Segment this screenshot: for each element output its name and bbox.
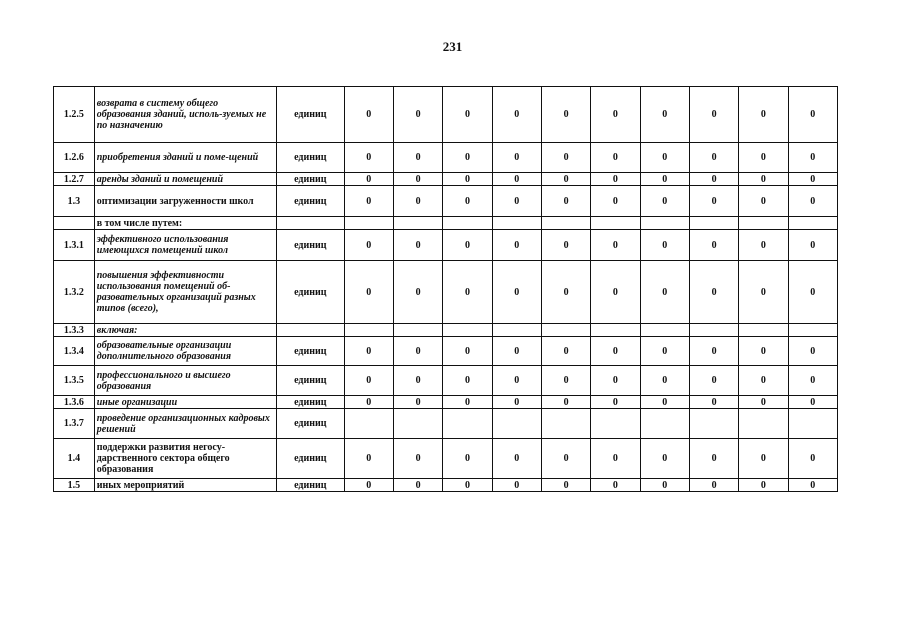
value-cell: 0 bbox=[640, 366, 689, 396]
value-cell: 0 bbox=[591, 439, 640, 479]
table-row bbox=[54, 439, 838, 479]
value-cell: 0 bbox=[492, 261, 541, 324]
value-cell: 0 bbox=[344, 366, 393, 396]
value-cell: 0 bbox=[788, 366, 837, 396]
value-cell: 0 bbox=[788, 261, 837, 324]
value-cell: 0 bbox=[788, 173, 837, 186]
value-cell: 0 bbox=[541, 261, 590, 324]
value-cell: 0 bbox=[739, 261, 788, 324]
value-cell bbox=[443, 217, 492, 230]
value-cell: 0 bbox=[788, 230, 837, 261]
row-number: 1.2.6 bbox=[54, 143, 95, 173]
value-cell bbox=[739, 409, 788, 439]
value-cell: 0 bbox=[443, 439, 492, 479]
row-description: включая: bbox=[94, 324, 276, 337]
value-cell: 0 bbox=[591, 186, 640, 217]
page-number: 231 bbox=[442, 39, 463, 54]
value-cell bbox=[393, 409, 442, 439]
value-cell bbox=[443, 409, 492, 439]
row-description: в том числе путем: bbox=[94, 217, 276, 230]
value-cell: 0 bbox=[689, 337, 738, 366]
value-cell bbox=[541, 217, 590, 230]
value-cell: 0 bbox=[443, 143, 492, 173]
value-cell: 0 bbox=[393, 230, 442, 261]
row-number: 1.5 bbox=[54, 479, 95, 492]
value-cell: 0 bbox=[344, 230, 393, 261]
row-unit: единиц bbox=[277, 261, 345, 324]
value-cell: 0 bbox=[591, 230, 640, 261]
value-cell: 0 bbox=[443, 173, 492, 186]
row-description: эффективного использования имеющихся помещений школ bbox=[94, 230, 276, 261]
value-cell: 0 bbox=[344, 186, 393, 217]
value-cell bbox=[739, 324, 788, 337]
value-cell: 0 bbox=[739, 173, 788, 186]
value-cell: 0 bbox=[541, 186, 590, 217]
row-number: 1.3.5 bbox=[54, 366, 95, 396]
table-row bbox=[54, 324, 838, 337]
value-cell: 0 bbox=[492, 186, 541, 217]
row-unit: единиц bbox=[277, 396, 345, 409]
value-cell bbox=[492, 324, 541, 337]
value-cell: 0 bbox=[541, 173, 590, 186]
value-cell: 0 bbox=[393, 87, 442, 143]
value-cell: 0 bbox=[591, 337, 640, 366]
value-cell: 0 bbox=[492, 173, 541, 186]
row-number: 1.2.7 bbox=[54, 173, 95, 186]
value-cell: 0 bbox=[591, 261, 640, 324]
value-cell: 0 bbox=[689, 439, 738, 479]
value-cell: 0 bbox=[492, 479, 541, 492]
row-unit bbox=[277, 217, 345, 230]
value-cell bbox=[591, 409, 640, 439]
value-cell: 0 bbox=[443, 337, 492, 366]
value-cell bbox=[344, 409, 393, 439]
value-cell: 0 bbox=[443, 230, 492, 261]
row-number: 1.3.1 bbox=[54, 230, 95, 261]
row-number: 1.3.6 bbox=[54, 396, 95, 409]
value-cell: 0 bbox=[492, 337, 541, 366]
row-unit: единиц bbox=[277, 409, 345, 439]
table-row bbox=[54, 396, 838, 409]
value-cell: 0 bbox=[393, 479, 442, 492]
value-cell bbox=[541, 409, 590, 439]
table-row bbox=[54, 366, 838, 396]
value-cell: 0 bbox=[492, 396, 541, 409]
row-unit: единиц bbox=[277, 87, 345, 143]
row-number: 1.3 bbox=[54, 186, 95, 217]
value-cell: 0 bbox=[443, 366, 492, 396]
value-cell: 0 bbox=[788, 143, 837, 173]
value-cell: 0 bbox=[591, 173, 640, 186]
row-description: иные организации bbox=[94, 396, 276, 409]
row-unit: единиц bbox=[277, 186, 345, 217]
value-cell: 0 bbox=[344, 261, 393, 324]
value-cell bbox=[739, 217, 788, 230]
value-cell: 0 bbox=[689, 396, 738, 409]
value-cell: 0 bbox=[739, 143, 788, 173]
value-cell: 0 bbox=[689, 143, 738, 173]
value-cell: 0 bbox=[788, 396, 837, 409]
row-unit: единиц bbox=[277, 366, 345, 396]
value-cell: 0 bbox=[739, 479, 788, 492]
data-table bbox=[53, 86, 838, 492]
table-row bbox=[54, 261, 838, 324]
value-cell bbox=[689, 324, 738, 337]
value-cell: 0 bbox=[393, 439, 442, 479]
value-cell: 0 bbox=[393, 337, 442, 366]
table-row bbox=[54, 186, 838, 217]
value-cell: 0 bbox=[739, 87, 788, 143]
value-cell bbox=[788, 324, 837, 337]
value-cell: 0 bbox=[739, 186, 788, 217]
value-cell: 0 bbox=[344, 87, 393, 143]
value-cell: 0 bbox=[640, 337, 689, 366]
value-cell bbox=[591, 217, 640, 230]
value-cell: 0 bbox=[640, 396, 689, 409]
value-cell: 0 bbox=[640, 261, 689, 324]
value-cell: 0 bbox=[640, 173, 689, 186]
value-cell: 0 bbox=[541, 143, 590, 173]
value-cell bbox=[788, 409, 837, 439]
value-cell: 0 bbox=[541, 87, 590, 143]
value-cell bbox=[344, 217, 393, 230]
value-cell: 0 bbox=[640, 143, 689, 173]
value-cell: 0 bbox=[393, 396, 442, 409]
row-unit: единиц bbox=[277, 230, 345, 261]
value-cell: 0 bbox=[443, 396, 492, 409]
value-cell: 0 bbox=[443, 261, 492, 324]
table-row bbox=[54, 337, 838, 366]
value-cell: 0 bbox=[492, 143, 541, 173]
row-unit: единиц bbox=[277, 173, 345, 186]
value-cell bbox=[443, 324, 492, 337]
value-cell: 0 bbox=[689, 261, 738, 324]
value-cell: 0 bbox=[640, 87, 689, 143]
value-cell: 0 bbox=[541, 230, 590, 261]
row-unit: единиц bbox=[277, 479, 345, 492]
value-cell: 0 bbox=[344, 439, 393, 479]
value-cell: 0 bbox=[788, 479, 837, 492]
value-cell: 0 bbox=[541, 337, 590, 366]
value-cell: 0 bbox=[640, 186, 689, 217]
row-description: профессионального и высшего образования bbox=[94, 366, 276, 396]
value-cell bbox=[640, 409, 689, 439]
row-number: 1.4 bbox=[54, 439, 95, 479]
value-cell: 0 bbox=[689, 186, 738, 217]
value-cell bbox=[393, 324, 442, 337]
row-number: 1.3.7 bbox=[54, 409, 95, 439]
row-description: проведение организационных кадровых решений bbox=[94, 409, 276, 439]
value-cell: 0 bbox=[393, 173, 442, 186]
value-cell: 0 bbox=[541, 439, 590, 479]
value-cell: 0 bbox=[344, 173, 393, 186]
value-cell: 0 bbox=[541, 366, 590, 396]
value-cell: 0 bbox=[788, 439, 837, 479]
value-cell: 0 bbox=[739, 230, 788, 261]
value-cell: 0 bbox=[541, 396, 590, 409]
value-cell: 0 bbox=[739, 366, 788, 396]
value-cell: 0 bbox=[591, 87, 640, 143]
value-cell: 0 bbox=[393, 366, 442, 396]
value-cell: 0 bbox=[344, 143, 393, 173]
value-cell bbox=[393, 217, 442, 230]
value-cell: 0 bbox=[591, 143, 640, 173]
value-cell bbox=[640, 217, 689, 230]
value-cell: 0 bbox=[393, 143, 442, 173]
value-cell: 0 bbox=[344, 479, 393, 492]
value-cell: 0 bbox=[492, 366, 541, 396]
table-row bbox=[54, 173, 838, 186]
value-cell: 0 bbox=[689, 230, 738, 261]
value-cell: 0 bbox=[492, 87, 541, 143]
value-cell: 0 bbox=[640, 230, 689, 261]
row-number: 1.3.4 bbox=[54, 337, 95, 366]
table-row bbox=[54, 217, 838, 230]
value-cell: 0 bbox=[689, 87, 738, 143]
value-cell bbox=[689, 217, 738, 230]
value-cell bbox=[591, 324, 640, 337]
value-cell: 0 bbox=[739, 396, 788, 409]
row-description: поддержки развития негосу-дарственного сектора общего образования bbox=[94, 439, 276, 479]
table-row bbox=[54, 479, 838, 492]
row-description: образовательные организации дополнительного образования bbox=[94, 337, 276, 366]
value-cell: 0 bbox=[689, 479, 738, 492]
row-number bbox=[54, 217, 95, 230]
value-cell: 0 bbox=[591, 396, 640, 409]
table-row bbox=[54, 87, 838, 143]
value-cell bbox=[788, 217, 837, 230]
table-row bbox=[54, 230, 838, 261]
value-cell: 0 bbox=[492, 439, 541, 479]
row-unit bbox=[277, 324, 345, 337]
value-cell: 0 bbox=[788, 186, 837, 217]
value-cell: 0 bbox=[788, 87, 837, 143]
value-cell: 0 bbox=[689, 366, 738, 396]
value-cell: 0 bbox=[689, 173, 738, 186]
value-cell: 0 bbox=[393, 261, 442, 324]
value-cell bbox=[640, 324, 689, 337]
value-cell bbox=[492, 217, 541, 230]
value-cell: 0 bbox=[393, 186, 442, 217]
value-cell: 0 bbox=[788, 337, 837, 366]
row-number: 1.2.5 bbox=[54, 87, 95, 143]
table-body bbox=[54, 87, 838, 492]
value-cell bbox=[492, 409, 541, 439]
value-cell bbox=[344, 324, 393, 337]
value-cell: 0 bbox=[492, 230, 541, 261]
value-cell: 0 bbox=[591, 366, 640, 396]
value-cell: 0 bbox=[443, 186, 492, 217]
value-cell: 0 bbox=[344, 337, 393, 366]
value-cell: 0 bbox=[640, 439, 689, 479]
value-cell: 0 bbox=[739, 439, 788, 479]
row-unit: единиц bbox=[277, 439, 345, 479]
value-cell bbox=[541, 324, 590, 337]
value-cell: 0 bbox=[443, 87, 492, 143]
row-description: оптимизации загруженности школ bbox=[94, 186, 276, 217]
row-unit: единиц bbox=[277, 337, 345, 366]
row-description: повышения эффективности использования помещений об-разовательных организаций разных типов (всего), bbox=[94, 261, 276, 324]
value-cell: 0 bbox=[344, 396, 393, 409]
table-row bbox=[54, 143, 838, 173]
table-row bbox=[54, 409, 838, 439]
value-cell: 0 bbox=[443, 479, 492, 492]
row-description: возврата в систему общего образования зданий, исполь-зуемых не по назначению bbox=[94, 87, 276, 143]
row-description: иных мероприятий bbox=[94, 479, 276, 492]
row-number: 1.3.3 bbox=[54, 324, 95, 337]
row-number: 1.3.2 bbox=[54, 261, 95, 324]
value-cell: 0 bbox=[739, 337, 788, 366]
value-cell: 0 bbox=[591, 479, 640, 492]
row-unit: единиц bbox=[277, 143, 345, 173]
value-cell: 0 bbox=[541, 479, 590, 492]
row-description: приобретения зданий и поме-щений bbox=[94, 143, 276, 173]
value-cell: 0 bbox=[640, 479, 689, 492]
value-cell bbox=[689, 409, 738, 439]
row-description: аренды зданий и помещений bbox=[94, 173, 276, 186]
